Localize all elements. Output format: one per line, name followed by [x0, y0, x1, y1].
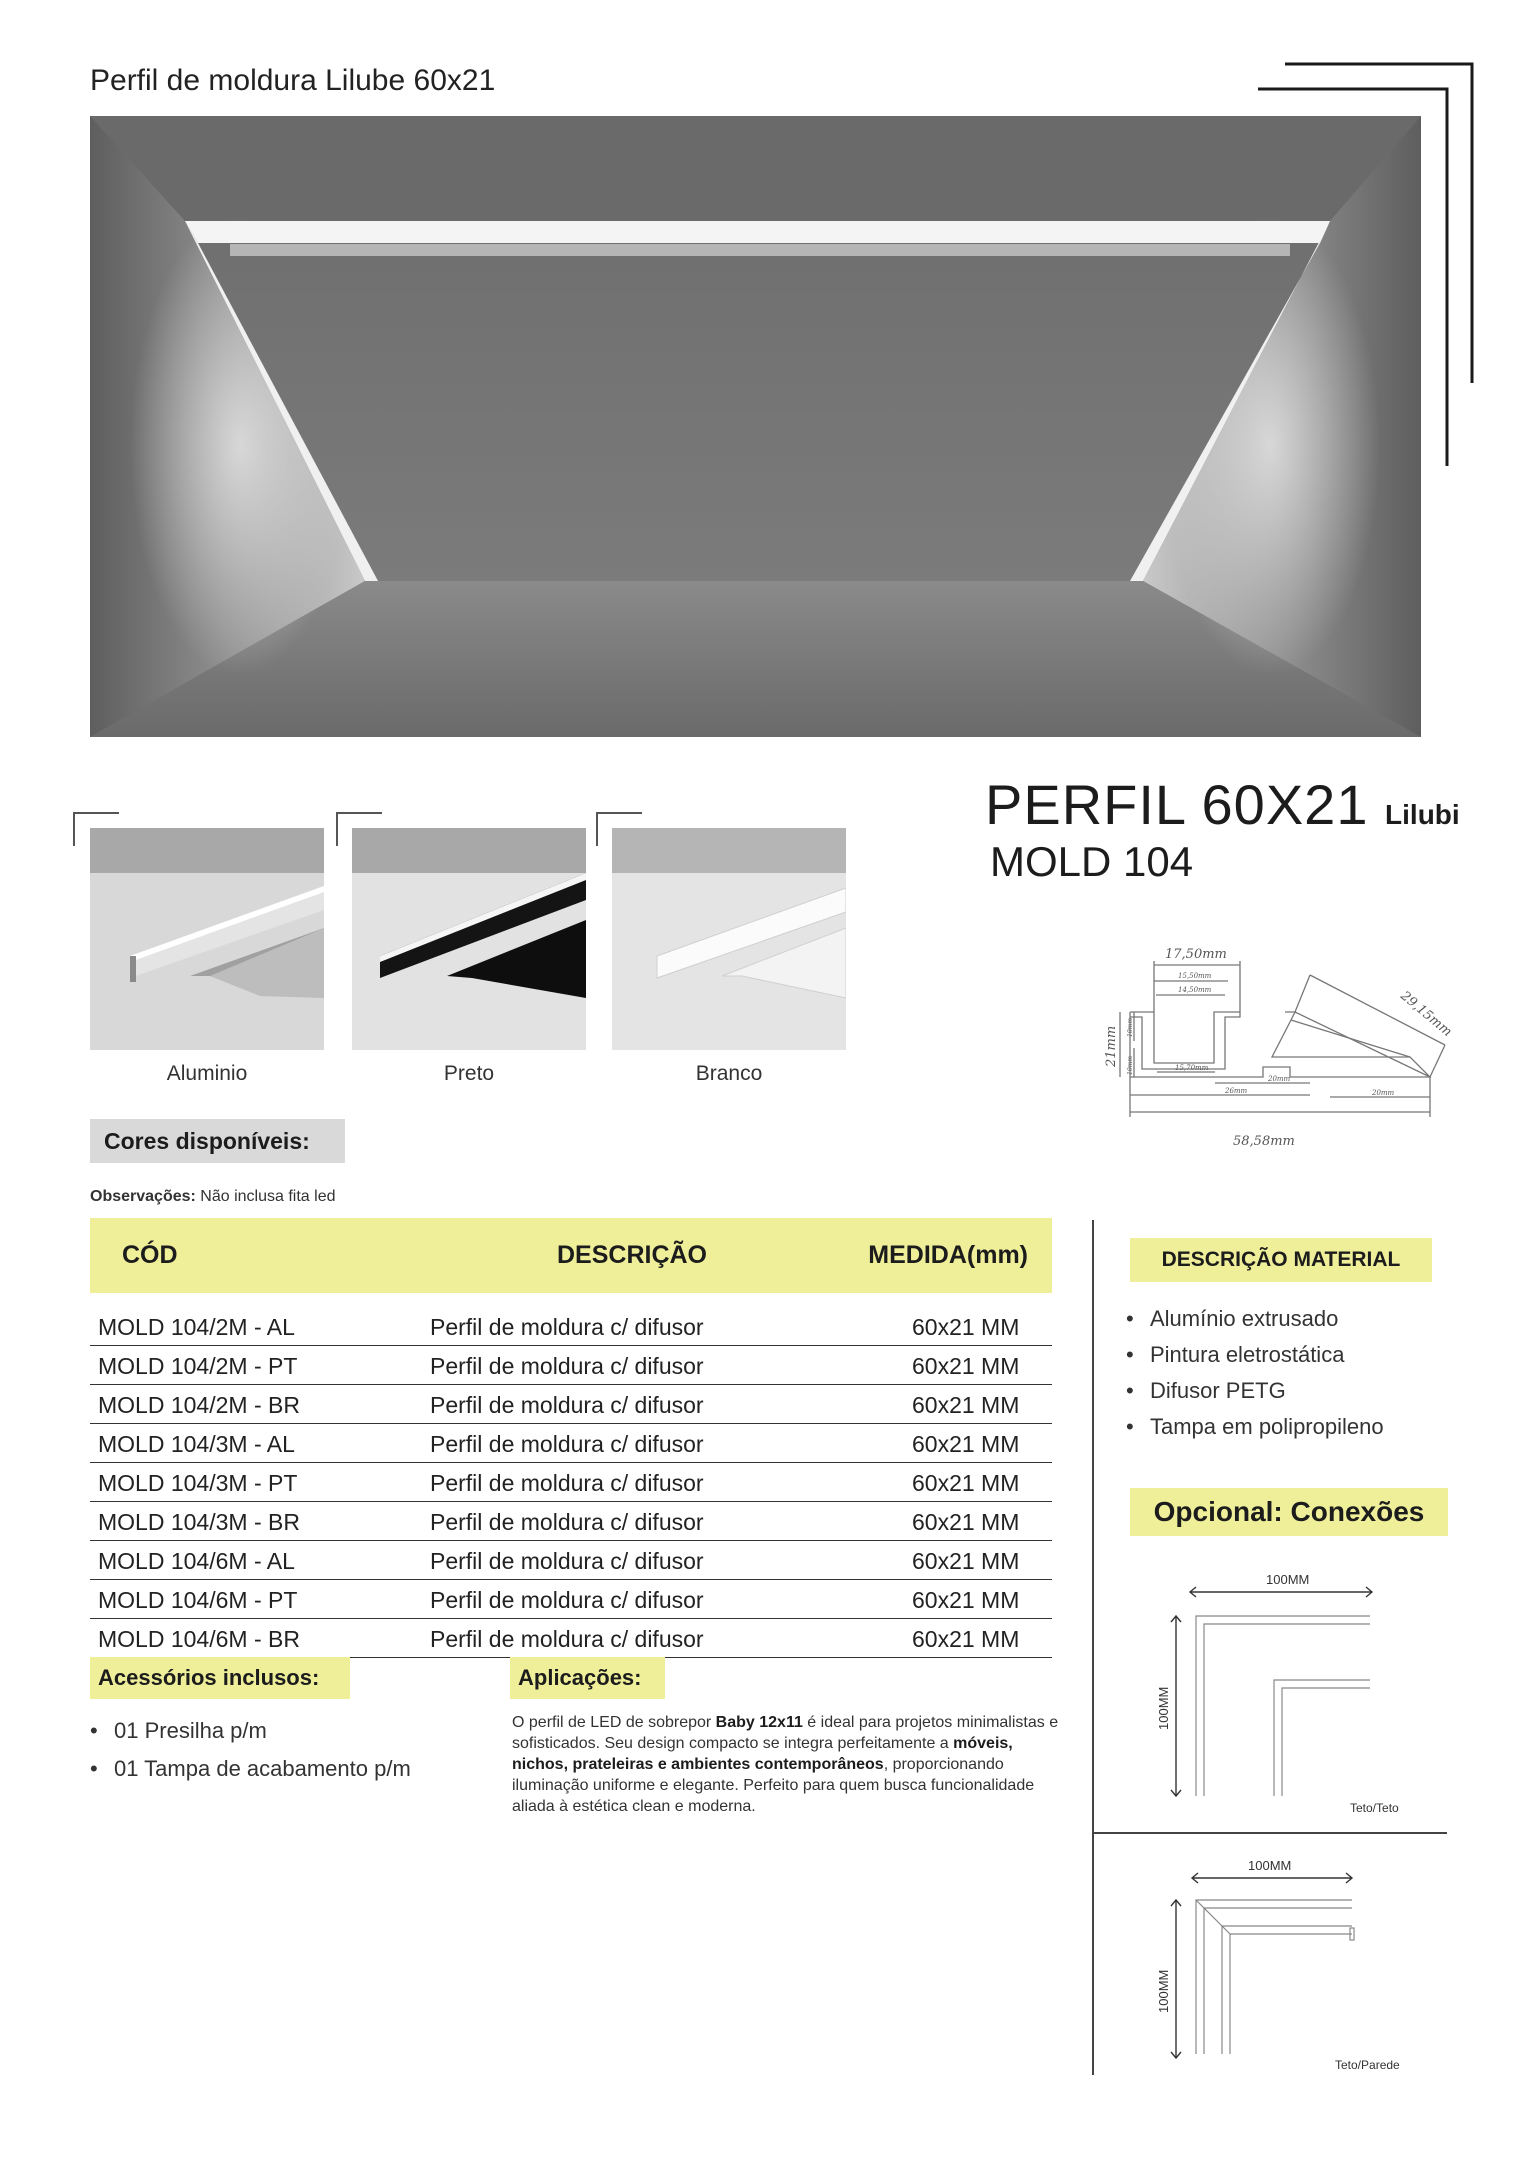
- cell-description: Perfil de moldura c/ difusor: [422, 1346, 842, 1385]
- cell-size: 60x21 MM: [842, 1580, 1052, 1619]
- product-subtitle: Lilubi: [1385, 799, 1460, 830]
- dim-label: 14,50mm: [1178, 986, 1212, 994]
- dim-label: 26mm: [1225, 1087, 1248, 1095]
- connections-heading: Opcional: Conexões: [1130, 1488, 1448, 1536]
- cell-description: Perfil de moldura c/ difusor: [422, 1502, 842, 1541]
- color-label: Aluminio: [166, 1062, 248, 1085]
- color-label: Preto: [443, 1062, 495, 1085]
- cell-size: 60x21 MM: [842, 1346, 1052, 1385]
- technical-drawing: [1020, 945, 1480, 1170]
- colors-heading: Cores disponíveis:: [90, 1119, 345, 1163]
- cell-size: 60x21 MM: [842, 1307, 1052, 1346]
- cell-size: 60x21 MM: [842, 1502, 1052, 1541]
- product-title: [985, 772, 1460, 837]
- connection-height-label: 100MM: [1156, 1686, 1171, 1730]
- connection-height-label: 100MM: [1156, 1969, 1171, 2013]
- dim-label: 20mm: [1372, 1089, 1395, 1097]
- dim-label: 21mm: [1104, 1025, 1119, 1067]
- color-thumb-aluminio[interactable]: [90, 828, 324, 1050]
- color-thumb-branco[interactable]: [612, 828, 846, 1050]
- cell-size: 60x21 MM: [842, 1385, 1052, 1424]
- cell-size: 60x21 MM: [842, 1619, 1052, 1658]
- applications-text: [512, 1712, 1062, 1817]
- material-heading: DESCRIÇÃO MATERIAL: [1130, 1238, 1432, 1282]
- list-item: • Difusor PETG: [1126, 1378, 1384, 1404]
- col-header: MEDIDA(mm): [842, 1218, 1052, 1293]
- page-title: Perfil de moldura Lilube 60x21: [90, 64, 496, 97]
- dim-label: 20mm: [1268, 1075, 1291, 1083]
- cell-size: 60x21 MM: [842, 1424, 1052, 1463]
- accessories-list: [90, 1718, 411, 1782]
- table-row: [90, 1580, 1052, 1619]
- cell-code: MOLD 104/3M - PT: [90, 1463, 422, 1502]
- material-list: [1126, 1306, 1384, 1440]
- connection-teto-parede: [1140, 1848, 1440, 2078]
- table-row: [90, 1385, 1052, 1424]
- applications-text-part: , proporcionando iluminação uniforme e elegante. Perfeito para quem busca funcionalidade aliada à estética clean e moderna.: [512, 1756, 1035, 1815]
- table-row: [90, 1346, 1052, 1385]
- dim-label: 15,50mm: [1178, 972, 1212, 980]
- cell-description: Perfil de moldura c/ difusor: [422, 1619, 842, 1658]
- accessories-heading: Acessórios inclusos:: [90, 1657, 350, 1699]
- table-row: [90, 1541, 1052, 1580]
- applications-text-bold: Baby 12x11: [715, 1714, 803, 1731]
- cell-code: MOLD 104/6M - BR: [90, 1619, 422, 1658]
- spec-table-header: [90, 1218, 1052, 1293]
- cell-code: MOLD 104/6M - PT: [90, 1580, 422, 1619]
- applications-text-part: O perfil de LED de sobrepor: [512, 1714, 716, 1731]
- observations: [90, 1188, 335, 1206]
- observations-text: Não inclusa fita led: [200, 1188, 336, 1205]
- color-label: Branco: [695, 1062, 763, 1085]
- observations-label: Observações:: [90, 1188, 196, 1205]
- connection-width-label: 100MM: [1248, 1858, 1292, 1873]
- dim-label: 10mm: [1127, 1017, 1134, 1037]
- dim-label: 10mm: [1127, 1055, 1134, 1075]
- product-code: MOLD 104: [990, 838, 1194, 885]
- applications-text-part: é ideal para projetos minimalistas e sofisticados. Seu design compacto se integra perfeitamente a: [512, 1714, 1059, 1752]
- list-item: • 01 Tampa de acabamento p/m: [90, 1756, 411, 1782]
- cell-size: 60x21 MM: [842, 1541, 1052, 1580]
- col-header: CÓD: [90, 1218, 422, 1293]
- cell-code: MOLD 104/2M - PT: [90, 1346, 422, 1385]
- applications-text-bold: móveis, nichos, prateleiras e ambientes contemporâneos: [512, 1735, 1013, 1773]
- cell-description: Perfil de moldura c/ difusor: [422, 1463, 842, 1502]
- connection-width-label: 100MM: [1266, 1572, 1310, 1587]
- list-item: • Tampa em polipropileno: [1126, 1414, 1384, 1440]
- list-item: • 01 Presilha p/m: [90, 1718, 411, 1744]
- table-row: [90, 1619, 1052, 1658]
- cell-code: MOLD 104/6M - AL: [90, 1541, 422, 1580]
- applications-heading: Aplicações:: [510, 1657, 665, 1699]
- cell-code: MOLD 104/3M - AL: [90, 1424, 422, 1463]
- cell-code: MOLD 104/3M - BR: [90, 1502, 422, 1541]
- cell-description: Perfil de moldura c/ difusor: [422, 1307, 842, 1346]
- dim-label: 15,70mm: [1175, 1064, 1209, 1072]
- col-header: DESCRIÇÃO: [422, 1218, 842, 1293]
- cell-description: Perfil de moldura c/ difusor: [422, 1424, 842, 1463]
- connection-name: Teto/Parede: [1335, 2058, 1400, 2072]
- table-row: [90, 1502, 1052, 1541]
- cell-description: Perfil de moldura c/ difusor: [422, 1385, 842, 1424]
- cell-description: Perfil de moldura c/ difusor: [422, 1541, 842, 1580]
- table-row: [90, 1424, 1052, 1463]
- column-divider: [1092, 1220, 1094, 2075]
- table-row: [90, 1463, 1052, 1502]
- cell-description: Perfil de moldura c/ difusor: [422, 1580, 842, 1619]
- connection-teto-teto: [1140, 1560, 1440, 1820]
- table-row: [90, 1307, 1052, 1346]
- color-thumb-preto[interactable]: [352, 828, 586, 1050]
- dim-label: 17,50mm: [1165, 947, 1227, 962]
- cell-code: MOLD 104/2M - BR: [90, 1385, 422, 1424]
- section-divider: [1092, 1832, 1447, 1834]
- connection-name: Teto/Teto: [1350, 1801, 1399, 1815]
- dim-label: 58,58mm: [1233, 1134, 1295, 1149]
- product-title-text: PERFIL 60X21: [985, 773, 1369, 836]
- dim-label: 29,15mm: [1397, 988, 1455, 1040]
- hero-image: [90, 116, 1421, 737]
- list-item: • Pintura eletrostática: [1126, 1342, 1384, 1368]
- cell-size: 60x21 MM: [842, 1463, 1052, 1502]
- cell-code: MOLD 104/2M - AL: [90, 1307, 422, 1346]
- spec-table: [90, 1218, 1052, 1658]
- list-item: • Alumínio extrusado: [1126, 1306, 1384, 1332]
